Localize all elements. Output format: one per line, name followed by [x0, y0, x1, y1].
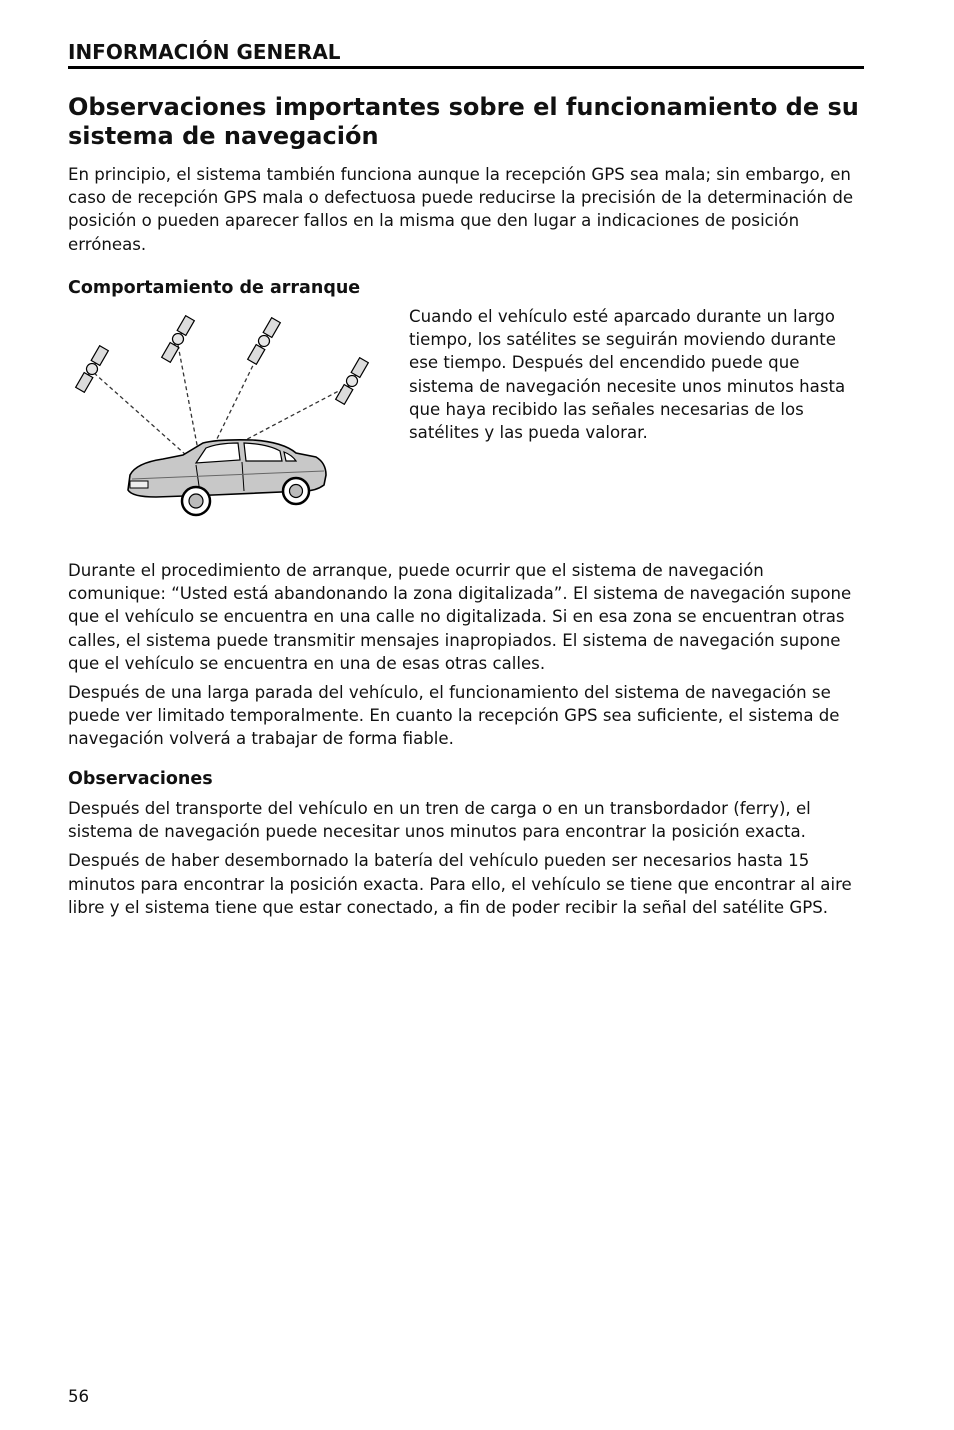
startup-heading: Comportamiento de arranque: [68, 278, 361, 298]
section-header: INFORMACIÓN GENERAL: [68, 40, 864, 69]
intro-paragraph: En principio, el sistema también funciona aunque la recepción GPS sea mala; sin embargo, en caso de recepción GPS mala o defectuosa puede reducirse la precisión de la determinación de posición o pueden aparecer fallos en la misma que den lugar a indicaciones de posición erróneas.: [68, 165, 854, 254]
page-title: Observaciones importantes sobre el funcionamiento de su sistema de navegación: [68, 93, 859, 150]
startup-paragraph: Durante el procedimiento de arranque, puede ocurrir que el sistema de navegación comunique: “Usted está abandonando la zona digitalizada”. El sistema de navegación supone que el vehículo se encuentra en una calle no digitalizada. Si en esa zona se encuentran otras calles, el sistema puede transmitir mensajes inapropiados. El sistema de navegación supone que el vehículo se encuentra en una de esas otras calles.: [68, 561, 852, 673]
satellite-icon: [161, 315, 195, 362]
gps-satellites-car-illustration: [68, 305, 388, 525]
satellite-icon: [335, 357, 369, 404]
satellite-icon: [247, 317, 281, 364]
notes-heading: Observaciones: [68, 769, 213, 789]
startup-paragraph: Después de una larga parada del vehículo, el funcionamiento del sistema de navegación se puede ver limitado temporalmente. En cuanto la recepción GPS sea suficiente, el sistema de navegación volverá a trabajar de forma fiable.: [68, 683, 840, 749]
startup-paragraphs: [68, 559, 864, 751]
notes-paragraph: Después del transporte del vehículo en un tren de carga o en un transbordador (ferry), el sistema de navegación puede necesitar unos minutos para encontrar la posición exacta.: [68, 799, 811, 842]
startup-side-text: Cuando el vehículo esté aparcado durante un largo tiempo, los satélites se seguirán moviendo durante ese tiempo. Después del encendido puede que sistema de navegación necesite unos minutos hasta que haya recibido las señales necesarias de los satélites y las pueda valorar.: [409, 307, 846, 443]
satellite-icon: [75, 345, 109, 392]
car-icon: [128, 440, 326, 515]
page-number: 56: [68, 1387, 90, 1406]
notes-paragraph: Después de haber desembornado la batería del vehículo pueden ser necesarios hasta 15 minutos para encontrar la posición exacta. Para ello, el vehículo se tiene que encontrar al aire libre y el sistema tiene que estar conectado, a fin de poder recibir la señal del satélite GPS.: [68, 851, 852, 917]
notes-paragraphs: [68, 797, 864, 919]
